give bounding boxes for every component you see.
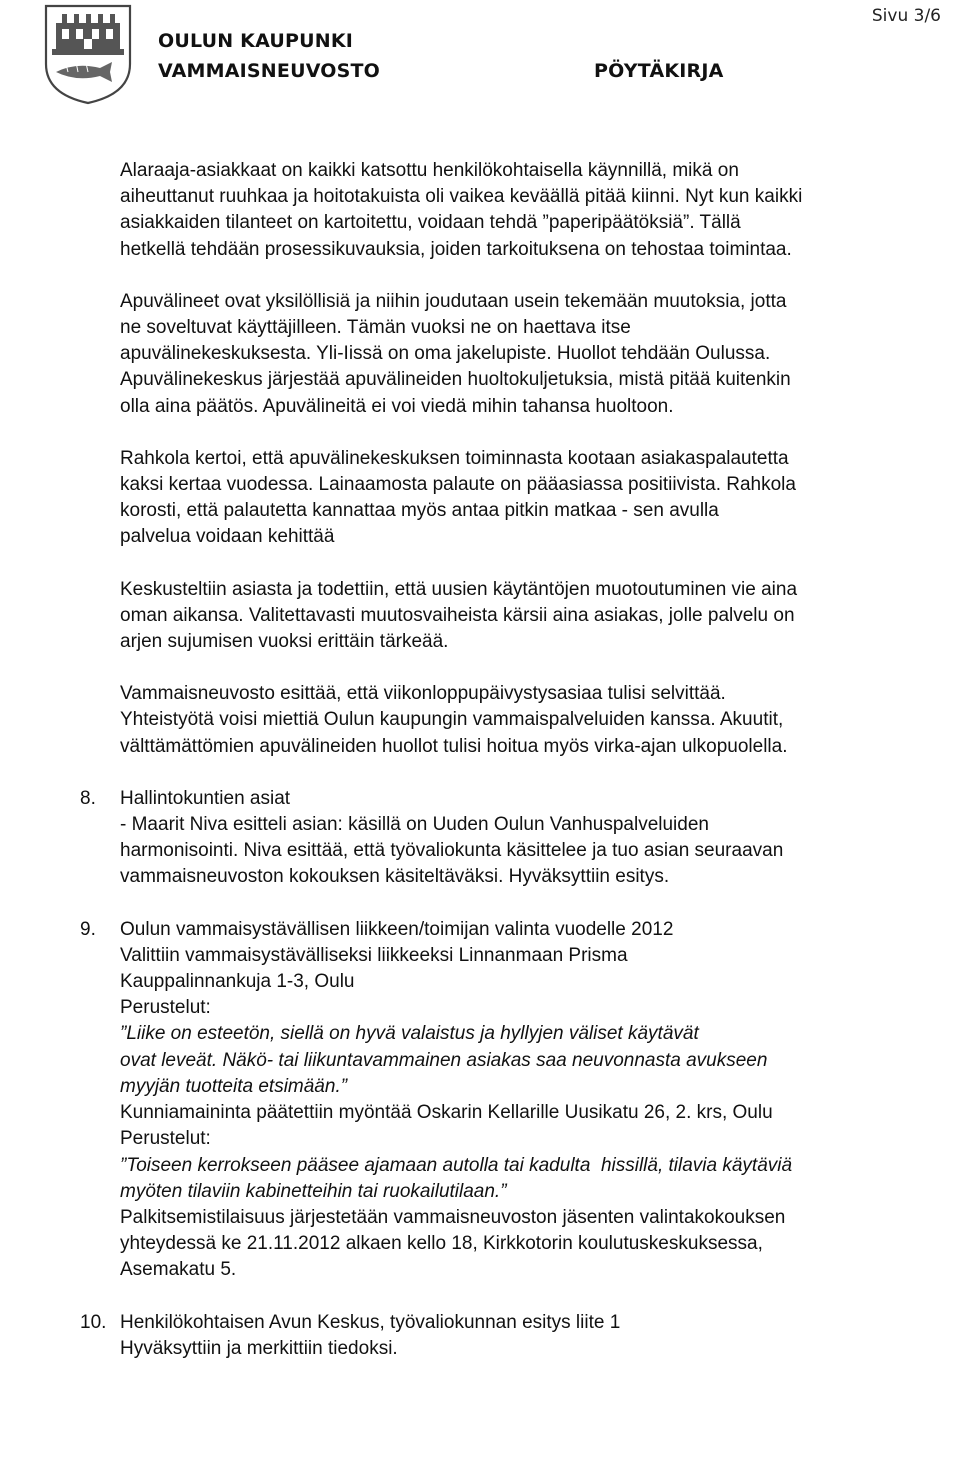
text-line: Hyväksyttiin ja merkittiin tiedoksi. [120,1337,398,1359]
agenda-item-9 [80,917,950,1284]
item-text [120,1310,950,1362]
text-line: kaksi kertaa vuodessa. Lainaamosta palaute on pääasiassa positiivista. Rahkola [120,474,796,496]
item-text [120,786,950,891]
text-line: Kunniamaininta päätettiin myöntää Oskarin Kellarille Uusikatu 26, 2. krs, Oulu [120,1102,773,1124]
text-line: arjen sujumisen vuoksi erittäin tärkeää. [120,631,449,653]
minutes-body [80,158,950,1388]
quote-line: ”Liike on esteetön, siellä on hyvä valaistus ja hyllyjen väliset käytävät [120,1023,699,1045]
item-title: Hallintokuntien asiat [120,787,291,809]
item-number: 9. [80,918,96,940]
item-text [120,1100,950,1205]
text-line: korosti, että palautetta kannattaa myös antaa pitkin matkaa - sen avulla [120,500,719,522]
text-line: harmonisointi. Niva esittää, että työvaliokunta käsittelee ja tuo asian seuraavan [120,840,784,862]
text-line: yhteydessä ke 21.11.2012 alkaen kello 18, Kirkkotorin koulutuskeskuksessa, [120,1233,763,1255]
item-title: Henkilökohtaisen Avun Keskus, työvaliokunnan esitys liite 1 [120,1311,621,1333]
text-line: ne soveltuvat käyttäjilleen. Tämän vuoksi ne on haettava itse [120,317,631,339]
text-line: Kauppalinnankuja 1-3, Oulu [120,971,355,993]
text-line: Vammaisneuvosto esittää, että viikonloppupäivystysasiaa tulisi selvittää. [120,683,726,705]
text-line: Palkitsemistilaisuus järjestetään vammaisneuvoston jäsenten valintakokouksen [120,1206,786,1228]
paragraph-alaraaja [120,158,950,263]
item-number: 8. [80,787,96,809]
text-line: Apuvälinekeskus järjestää apuvälineiden huoltokuljetuksia, mistä pitää kuitenkin [120,369,791,391]
text-line: Alaraaja-asiakkaat on kaikki katsottu henkilökohtaisella käynnillä, mikä on [120,160,739,181]
agenda-item-8 [80,786,950,891]
text-line: Perustelut: [120,1128,211,1150]
document-type: PÖYTÄKIRJA [594,60,724,82]
paragraph-apuvalineet [120,289,950,420]
item-title: Oulun vammaisystävällisen liikkeen/toimijan valinta vuodelle 2012 [120,918,674,940]
item-text [120,917,950,1100]
text-line: asiakkaiden tilanteet on kartoitettu, voidaan tehdä ”paperipäätöksiä”. Tällä [120,212,741,234]
item-number: 10. [80,1311,107,1333]
oulu-coat-of-arms-logo [42,2,134,106]
quote-line: ovat leveät. Näkö- tai liikuntavammainen asiakas saa neuvonnasta avukseen [120,1049,768,1071]
text-line: apuvälinekeskuksesta. Yli-Iissä on oma jakelupiste. Huollot tehdään Oulussa. [120,343,771,365]
text-line: Perustelut: [120,997,211,1019]
text-line: Apuvälineet ovat yksilöllisiä ja niihin joudutaan usein tekemään muutoksia, jotta [120,290,787,312]
page-number: Sivu 3/6 [871,6,941,26]
text-line: vammaisneuvoston kokouksen käsiteltäväksi. Hyväksyttiin esitys. [120,866,670,888]
text-line: välttämättömien apuvälineiden huollot tulisi hoitua myös virka-ajan ulkopuolella. [120,735,788,757]
paragraph-rahkola [120,446,950,551]
text-line: hetkellä tehdään prosessikuvauksia, joiden tarkoituksena on tehostaa toimintaa. [120,238,792,260]
quote-line: ”Toiseen kerrokseen pääsee ajamaan autolla tai kadulta hissillä, tilavia käytäviä [120,1154,793,1176]
text-line: oman aikansa. Valitettavasti muutosvaiheista kärsii aina asiakas, jolle palvelu on [120,604,795,626]
text-line: Asemakatu 5. [120,1259,237,1281]
agenda-item-10 [80,1310,950,1362]
text-line: - Maarit Niva esitteli asian: käsillä on Uuden Oulun Vanhuspalveluiden [120,814,709,836]
quote-line: myöten tilaviin kabinetteihin tai ruokailutilaan.” [120,1180,507,1202]
item-text [120,1205,950,1284]
quote-line: myyjän tuotteita etsimään.” [120,1075,348,1097]
text-line: Rahkola kertoi, että apuvälinekeskuksen toiminnasta kootaan asiakaspalautetta [120,447,789,469]
text-line: aiheuttanut ruuhkaa ja hoitotakuista oli vaikea keväällä pitää kiinni. Nyt kun kaikki [120,186,803,208]
text-line: Valittiin vammaisystävälliseksi liikkeeksi Linnanmaan Prisma [120,944,628,966]
paragraph-keskusteltiin [120,577,950,656]
text-line: Yhteistyötä voisi miettiä Oulun kaupungin vammaispalveluiden kanssa. Akuutit, [120,709,784,731]
text-line: palvelua voidaan kehittää [120,526,335,548]
organization-name: OULUN KAUPUNKI [158,30,354,52]
organization-unit: VAMMAISNEUVOSTO [158,60,381,82]
paragraph-vammaisneuvosto [120,681,950,760]
text-line: olla aina päätös. Apuvälineitä ei voi viedä mihin tahansa huoltoon. [120,395,674,417]
text-line: Keskusteltiin asiasta ja todettiin, että uusien käytäntöjen muotoutuminen vie aina [120,578,798,600]
